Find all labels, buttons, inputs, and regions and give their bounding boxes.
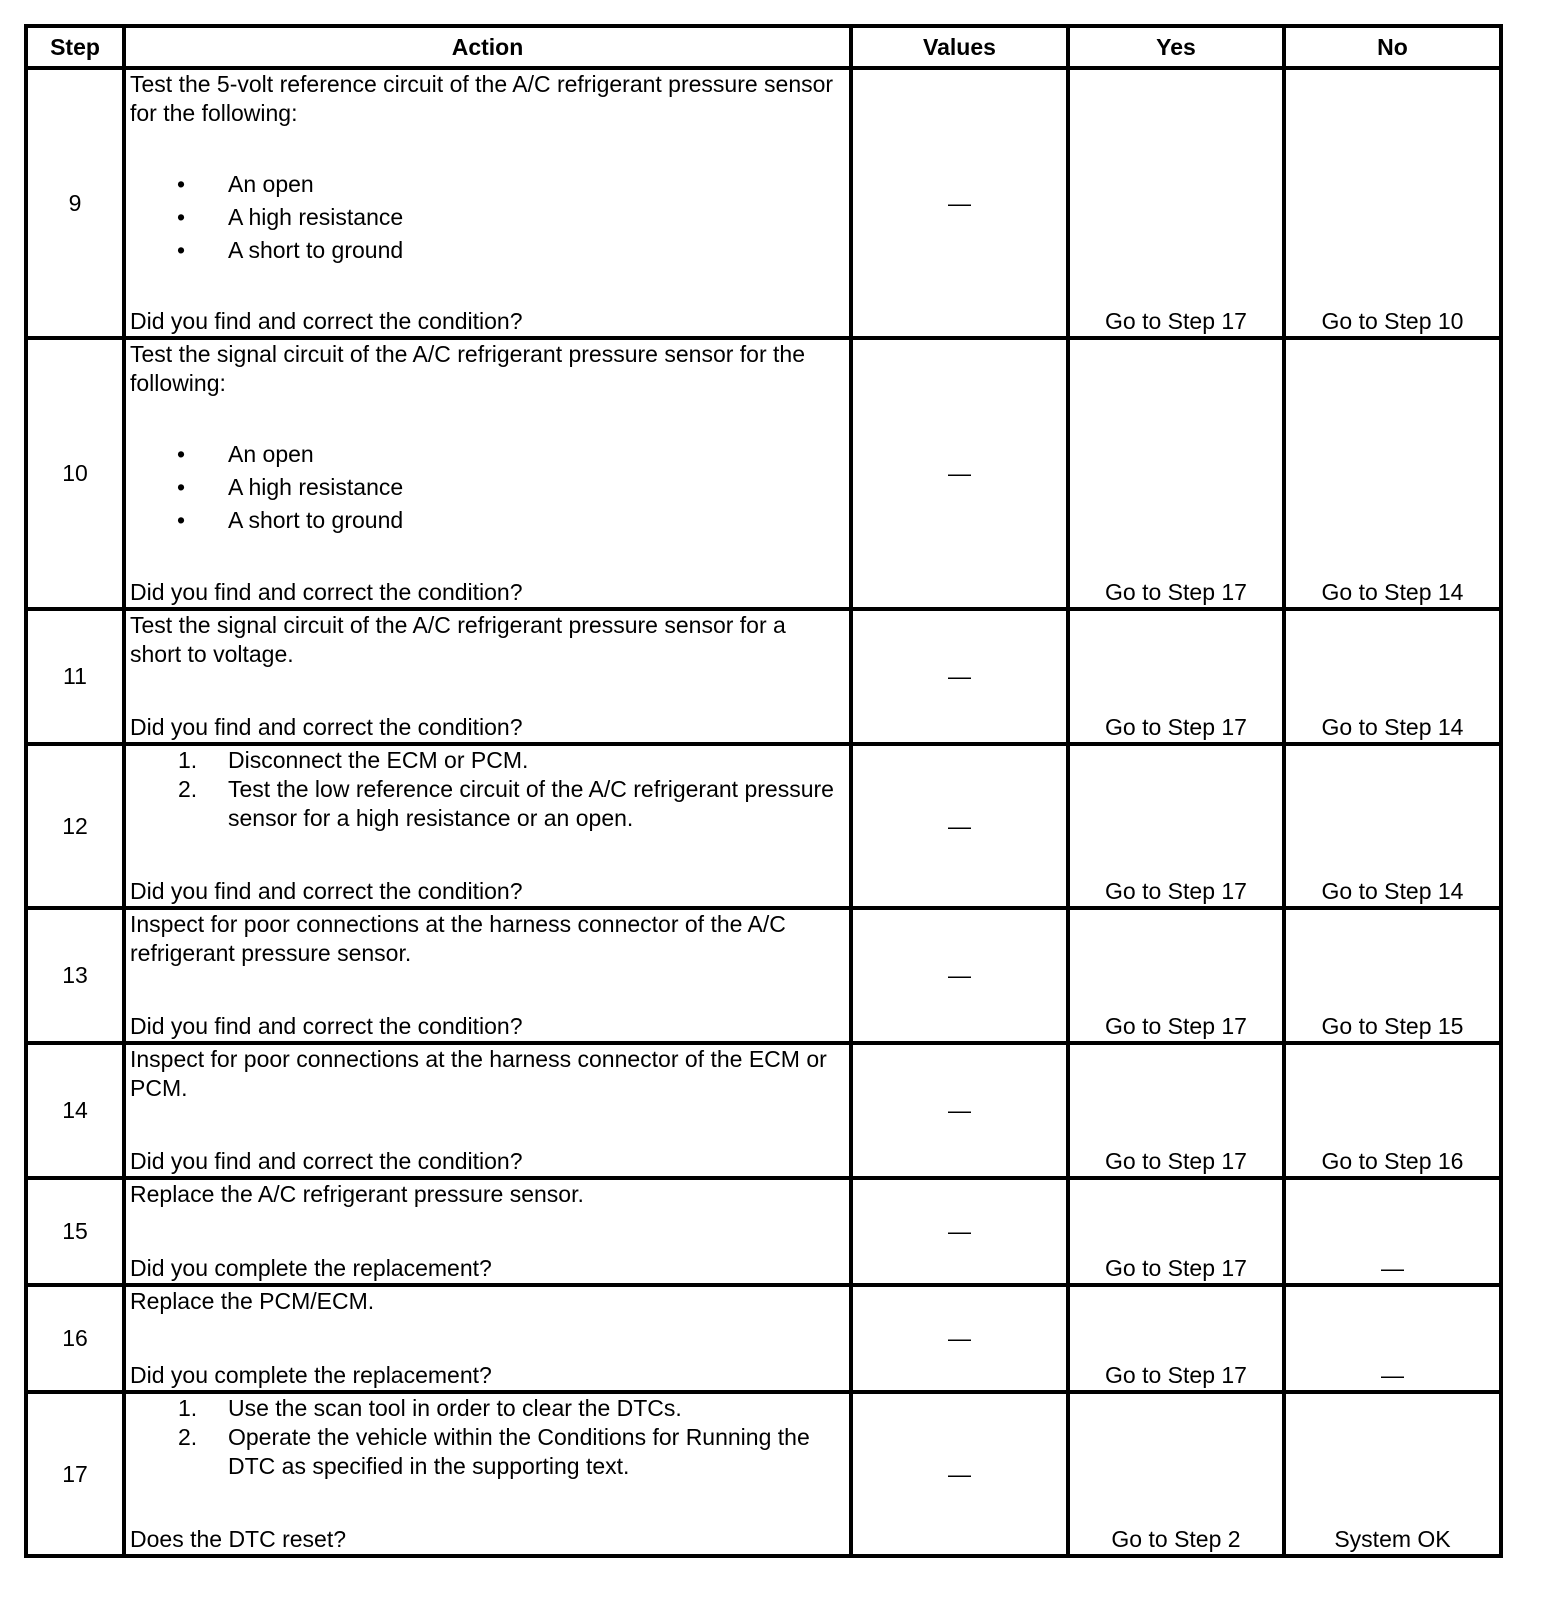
step-number: 9 xyxy=(26,68,124,338)
yes-goto: Go to Step 17 xyxy=(1068,68,1284,338)
action-question: Did you find and correct the condition? xyxy=(130,308,523,334)
table-row xyxy=(26,744,1501,908)
table-row xyxy=(26,908,1501,1043)
step-number: 17 xyxy=(26,1392,124,1556)
table-row xyxy=(26,1043,1501,1178)
table-row xyxy=(26,338,1501,609)
values-cell: — xyxy=(851,1285,1068,1392)
action-text: Test the 5-volt reference circuit of the A/C refrigerant pressure sensor for the following: xyxy=(130,71,834,126)
values-cell: — xyxy=(851,1043,1068,1178)
action-question: Did you find and correct the condition? xyxy=(130,1148,523,1174)
action-text: Inspect for poor connections at the harness connector of the ECM or PCM. xyxy=(130,1046,827,1101)
no-goto: System OK xyxy=(1284,1392,1501,1556)
no-goto: Go to Step 14 xyxy=(1284,338,1501,609)
action-cell xyxy=(124,1392,851,1556)
list-item: • A high resistance xyxy=(130,201,843,234)
action-question: Did you find and correct the condition? xyxy=(130,579,523,605)
action-text: Replace the PCM/ECM. xyxy=(130,1288,375,1314)
no-goto: Go to Step 14 xyxy=(1284,609,1501,744)
numbered-list xyxy=(130,1394,843,1481)
yes-goto: Go to Step 17 xyxy=(1068,338,1284,609)
action-text: Replace the A/C refrigerant pressure sensor. xyxy=(130,1181,584,1207)
header-action: Action xyxy=(124,26,851,68)
list-item: • An open xyxy=(130,438,843,471)
header-yes: Yes xyxy=(1068,26,1284,68)
no-goto: — xyxy=(1284,1178,1501,1285)
step-number: 14 xyxy=(26,1043,124,1178)
values-cell: — xyxy=(851,744,1068,908)
condition-list xyxy=(130,438,843,537)
step-number: 10 xyxy=(26,338,124,609)
list-item: 2. Test the low reference circuit of the A/C refrigerant pressure sensor for a high resistance or an open. xyxy=(178,776,834,831)
list-item: • An open xyxy=(130,168,843,201)
action-cell xyxy=(124,908,851,1043)
action-question: Did you find and correct the condition? xyxy=(130,714,523,740)
values-cell: — xyxy=(851,609,1068,744)
action-cell xyxy=(124,1285,851,1392)
header-values: Values xyxy=(851,26,1068,68)
yes-goto: Go to Step 17 xyxy=(1068,1043,1284,1178)
action-question: Does the DTC reset? xyxy=(130,1526,347,1552)
action-text: Inspect for poor connections at the harness connector of the A/C refrigerant pressure sensor. xyxy=(130,911,786,966)
list-item: • A short to ground xyxy=(130,504,843,537)
table-row xyxy=(26,68,1501,338)
table-row xyxy=(26,1285,1501,1392)
step-number: 12 xyxy=(26,744,124,908)
no-goto: — xyxy=(1284,1285,1501,1392)
no-goto: Go to Step 10 xyxy=(1284,68,1501,338)
no-goto: Go to Step 14 xyxy=(1284,744,1501,908)
values-cell: — xyxy=(851,68,1068,338)
table-row xyxy=(26,609,1501,744)
list-item: • A high resistance xyxy=(130,471,843,504)
header-row xyxy=(26,26,1501,68)
step-number: 13 xyxy=(26,908,124,1043)
list-item: • A short to ground xyxy=(130,234,843,267)
header-no: No xyxy=(1284,26,1501,68)
step-number: 11 xyxy=(26,609,124,744)
yes-goto: Go to Step 17 xyxy=(1068,1285,1284,1392)
list-item: 1. Disconnect the ECM or PCM. xyxy=(178,747,529,773)
action-text: Test the signal circuit of the A/C refrigerant pressure sensor for a short to voltage. xyxy=(130,612,786,667)
action-cell xyxy=(124,68,851,338)
action-cell xyxy=(124,609,851,744)
action-cell xyxy=(124,744,851,908)
no-goto: Go to Step 16 xyxy=(1284,1043,1501,1178)
action-question: Did you find and correct the condition? xyxy=(130,1013,523,1039)
list-item: 2. Operate the vehicle within the Conditions for Running the DTC as specified in the supporting text. xyxy=(178,1424,810,1479)
numbered-list xyxy=(130,746,843,833)
table-row xyxy=(26,1392,1501,1556)
values-cell: — xyxy=(851,908,1068,1043)
action-question: Did you complete the replacement? xyxy=(130,1255,492,1281)
list-item: 1. Use the scan tool in order to clear the DTCs. xyxy=(178,1395,682,1421)
step-number: 16 xyxy=(26,1285,124,1392)
action-cell xyxy=(124,1043,851,1178)
yes-goto: Go to Step 17 xyxy=(1068,609,1284,744)
condition-list xyxy=(130,168,843,267)
action-question: Did you complete the replacement? xyxy=(130,1362,492,1388)
values-cell: — xyxy=(851,338,1068,609)
table-row xyxy=(26,1178,1501,1285)
action-cell xyxy=(124,338,851,609)
diagnostic-table xyxy=(24,24,1503,1558)
values-cell: — xyxy=(851,1392,1068,1556)
action-cell xyxy=(124,1178,851,1285)
step-number: 15 xyxy=(26,1178,124,1285)
yes-goto: Go to Step 17 xyxy=(1068,1178,1284,1285)
action-question: Did you find and correct the condition? xyxy=(130,878,523,904)
action-text: Test the signal circuit of the A/C refrigerant pressure sensor for the following: xyxy=(130,341,805,396)
yes-goto: Go to Step 17 xyxy=(1068,744,1284,908)
values-cell: — xyxy=(851,1178,1068,1285)
yes-goto: Go to Step 2 xyxy=(1068,1392,1284,1556)
no-goto: Go to Step 15 xyxy=(1284,908,1501,1043)
yes-goto: Go to Step 17 xyxy=(1068,908,1284,1043)
header-step: Step xyxy=(26,26,124,68)
